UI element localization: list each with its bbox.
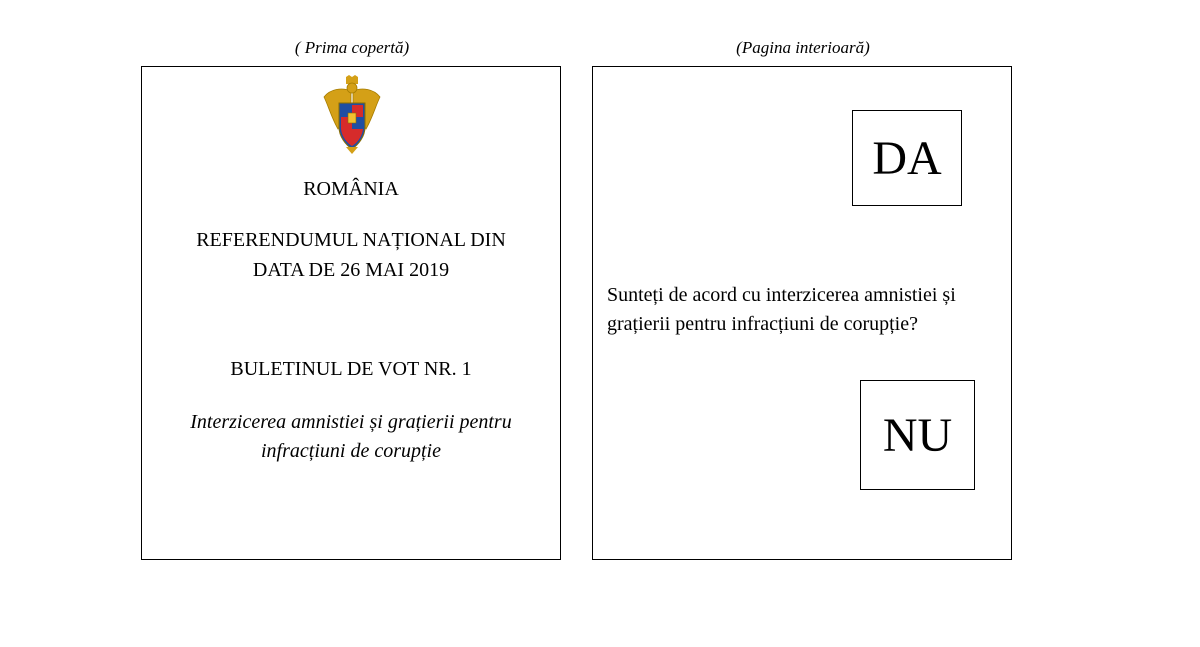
question-line2: grațierii pentru infracțiuni de corupție? (607, 313, 918, 335)
referendum-title-line1: REFERENDUMUL NAȚIONAL DIN (196, 229, 506, 251)
yes-box: DA (852, 110, 962, 206)
ballot-cover-panel (141, 66, 561, 560)
referendum-title-line2: DATA DE 26 MAI 2019 (252, 259, 450, 281)
ballot-number: BULETINUL DE VOT NR. 1 (230, 358, 472, 380)
question-line1: Sunteți de acord cu interzicerea amnistiei și (607, 284, 956, 306)
romania-coat-of-arms-icon (322, 75, 382, 155)
ballot-subject-line2: infracțiuni de corupție (261, 440, 441, 462)
no-box: NU (860, 380, 975, 490)
ballot-inner-panel (592, 66, 1012, 560)
cover-caption: ( Prima copertă) (294, 38, 410, 57)
country-name: ROMÂNIA (303, 178, 399, 200)
inner-page-caption: (Pagina interioară) (736, 38, 870, 57)
ballot-subject-line1: Interzicerea amnistiei și grațierii pentru (190, 411, 512, 433)
